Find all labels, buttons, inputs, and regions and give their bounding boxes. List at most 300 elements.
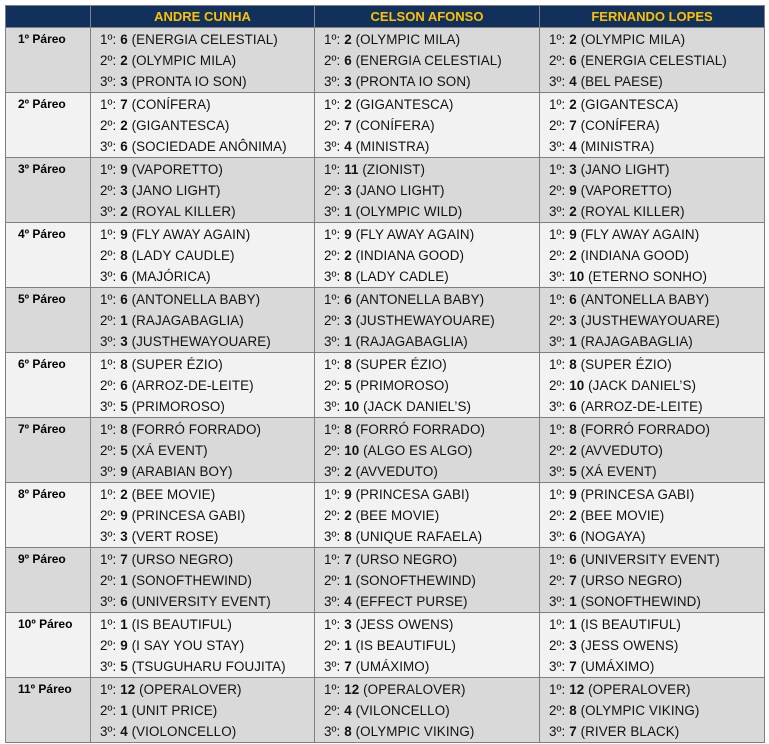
race-label: 1º Páreo bbox=[6, 28, 91, 93]
horse-name: (OLYMPIC VIKING) bbox=[580, 703, 700, 718]
horse-name: (UNIVERSITY EVENT) bbox=[131, 594, 271, 609]
pick-line bbox=[549, 526, 764, 547]
horse-name: (NOGAYA) bbox=[580, 529, 646, 544]
race-row bbox=[6, 28, 765, 93]
pick-position: 3º: bbox=[324, 594, 341, 609]
pick-position: 1º: bbox=[324, 422, 341, 437]
horse-name: (URSO NEGRO) bbox=[355, 552, 458, 567]
pick-line bbox=[549, 159, 764, 180]
horse-number: 6 bbox=[569, 399, 577, 414]
horse-number: 4 bbox=[569, 139, 577, 154]
pick-line bbox=[100, 570, 314, 591]
horse-number: 12 bbox=[569, 682, 585, 697]
horse-number: 4 bbox=[120, 724, 128, 739]
pick-line bbox=[100, 224, 314, 245]
pick-position: 1º: bbox=[324, 162, 341, 177]
horse-number: 7 bbox=[120, 97, 128, 112]
horse-number: 2 bbox=[344, 508, 352, 523]
pick-line bbox=[100, 526, 314, 547]
pick-cell-fernando-lopes bbox=[540, 678, 765, 743]
header-row bbox=[6, 6, 765, 28]
pick-cell-celson-afonso bbox=[315, 93, 540, 158]
horse-name: (VAPORETTO) bbox=[580, 183, 672, 198]
pick-line bbox=[100, 419, 314, 440]
horse-number: 10 bbox=[344, 399, 360, 414]
pick-line bbox=[549, 245, 764, 266]
horse-number: 2 bbox=[569, 97, 577, 112]
pick-position: 3º: bbox=[100, 724, 117, 739]
pick-line bbox=[324, 50, 539, 71]
pick-cell-fernando-lopes bbox=[540, 288, 765, 353]
horse-number: 1 bbox=[569, 617, 577, 632]
horse-name: (ETERNO SONHO) bbox=[588, 269, 708, 284]
pick-position: 1º: bbox=[100, 617, 117, 632]
race-row bbox=[6, 678, 765, 743]
pick-cell-andre-cunha bbox=[91, 613, 315, 678]
horse-name: (PRIMOROSO) bbox=[131, 399, 225, 414]
horse-number: 2 bbox=[120, 53, 128, 68]
pick-line bbox=[324, 94, 539, 115]
race-label: 11º Páreo bbox=[6, 678, 91, 743]
horse-name: (TSUGUHARU FOUJITA) bbox=[131, 659, 286, 674]
pick-position: 1º: bbox=[549, 422, 566, 437]
horse-name: (FLY AWAY AGAIN) bbox=[355, 227, 475, 242]
pick-position: 1º: bbox=[324, 292, 341, 307]
horse-number: 1 bbox=[120, 573, 128, 588]
horse-name: (VAPORETTO) bbox=[131, 162, 223, 177]
pick-line bbox=[324, 679, 539, 700]
horse-number: 9 bbox=[120, 162, 128, 177]
horse-name: (CONÍFERA) bbox=[580, 118, 660, 133]
pick-line bbox=[324, 396, 539, 417]
pick-position: 2º: bbox=[324, 573, 341, 588]
horse-number: 8 bbox=[120, 248, 128, 263]
pick-position: 2º: bbox=[100, 183, 117, 198]
pick-line bbox=[549, 289, 764, 310]
pick-line bbox=[549, 614, 764, 635]
pick-cell-fernando-lopes bbox=[540, 613, 765, 678]
pick-cell-andre-cunha bbox=[91, 158, 315, 223]
pick-position: 3º: bbox=[100, 399, 117, 414]
horse-name: (ARABIAN BOY) bbox=[131, 464, 233, 479]
horse-name: (PRINCESA GABI) bbox=[355, 487, 470, 502]
horse-number: 5 bbox=[120, 443, 128, 458]
pick-position: 1º: bbox=[549, 97, 566, 112]
horse-number: 12 bbox=[344, 682, 360, 697]
horse-name: (ROYAL KILLER) bbox=[131, 204, 236, 219]
pick-cell-fernando-lopes bbox=[540, 418, 765, 483]
pick-position: 3º: bbox=[549, 594, 566, 609]
horse-number: 10 bbox=[569, 378, 585, 393]
horse-name: (GIGANTESCA) bbox=[131, 118, 230, 133]
horse-number: 3 bbox=[344, 183, 352, 198]
pick-position: 1º: bbox=[100, 487, 117, 502]
pick-line bbox=[100, 505, 314, 526]
pick-position: 3º: bbox=[324, 399, 341, 414]
pick-line bbox=[324, 375, 539, 396]
horse-name: (JUSTHEWAYOUARE) bbox=[355, 313, 495, 328]
pick-line bbox=[100, 375, 314, 396]
pick-position: 2º: bbox=[100, 53, 117, 68]
pick-position: 3º: bbox=[100, 334, 117, 349]
horse-name: (MINISTRA) bbox=[580, 139, 655, 154]
horse-name: (OLYMPIC VIKING) bbox=[355, 724, 475, 739]
horse-number: 8 bbox=[344, 529, 352, 544]
pick-position: 3º: bbox=[100, 74, 117, 89]
pick-position: 3º: bbox=[549, 204, 566, 219]
pick-line bbox=[100, 94, 314, 115]
horse-name: (IS BEAUTIFUL) bbox=[355, 638, 456, 653]
pick-line bbox=[324, 549, 539, 570]
horse-name: (CONÍFERA) bbox=[131, 97, 211, 112]
race-row bbox=[6, 223, 765, 288]
horse-number: 8 bbox=[344, 269, 352, 284]
pick-line bbox=[324, 245, 539, 266]
horse-number: 3 bbox=[120, 529, 128, 544]
horse-name: (SUPER ÉZIO) bbox=[580, 357, 672, 372]
horse-number: 9 bbox=[120, 464, 128, 479]
pick-line bbox=[100, 245, 314, 266]
pick-cell-celson-afonso bbox=[315, 288, 540, 353]
pick-line bbox=[549, 50, 764, 71]
horse-number: 5 bbox=[120, 659, 128, 674]
horse-number: 7 bbox=[569, 659, 577, 674]
horse-number: 1 bbox=[344, 334, 352, 349]
horse-name: (URSO NEGRO) bbox=[580, 573, 683, 588]
pick-position: 1º: bbox=[549, 227, 566, 242]
pick-position: 2º: bbox=[549, 508, 566, 523]
pick-position: 3º: bbox=[549, 399, 566, 414]
horse-name: (RAJAGABAGLIA) bbox=[131, 313, 244, 328]
horse-name: (VIOLONCELLO) bbox=[131, 724, 237, 739]
horse-number: 10 bbox=[569, 269, 585, 284]
horse-number: 6 bbox=[120, 594, 128, 609]
pick-cell-andre-cunha bbox=[91, 548, 315, 613]
horse-name: (IS BEAUTIFUL) bbox=[131, 617, 232, 632]
pick-position: 2º: bbox=[324, 378, 341, 393]
pick-position: 1º: bbox=[324, 552, 341, 567]
horse-number: 7 bbox=[569, 573, 577, 588]
pick-cell-andre-cunha bbox=[91, 93, 315, 158]
pick-cell-celson-afonso bbox=[315, 678, 540, 743]
pick-position: 1º: bbox=[100, 357, 117, 372]
race-row bbox=[6, 158, 765, 223]
horse-name: (CONÍFERA) bbox=[355, 118, 435, 133]
horse-number: 6 bbox=[569, 552, 577, 567]
pick-line bbox=[100, 354, 314, 375]
pick-position: 2º: bbox=[549, 638, 566, 653]
pick-cell-celson-afonso bbox=[315, 548, 540, 613]
horse-name: (PRONTA IO SON) bbox=[131, 74, 247, 89]
pick-position: 3º: bbox=[549, 529, 566, 544]
pick-line bbox=[100, 396, 314, 417]
horse-name: (XÁ EVENT) bbox=[580, 464, 657, 479]
pick-position: 1º: bbox=[100, 422, 117, 437]
horse-number: 3 bbox=[344, 74, 352, 89]
pick-line bbox=[100, 50, 314, 71]
pick-position: 3º: bbox=[549, 74, 566, 89]
horse-number: 3 bbox=[569, 313, 577, 328]
pick-position: 2º: bbox=[549, 703, 566, 718]
horse-number: 9 bbox=[569, 227, 577, 242]
horse-name: (INDIANA GOOD) bbox=[580, 248, 690, 263]
horse-name: (OLYMPIC MILA) bbox=[580, 32, 686, 47]
pick-line bbox=[324, 570, 539, 591]
horse-name: (OPERALOVER) bbox=[139, 682, 242, 697]
horse-number: 1 bbox=[344, 638, 352, 653]
horse-number: 6 bbox=[120, 139, 128, 154]
pick-position: 1º: bbox=[324, 357, 341, 372]
horse-number: 6 bbox=[344, 53, 352, 68]
pick-line bbox=[549, 419, 764, 440]
pick-position: 3º: bbox=[324, 529, 341, 544]
pick-line bbox=[549, 679, 764, 700]
horse-name: (MINISTRA) bbox=[355, 139, 430, 154]
pick-cell-fernando-lopes bbox=[540, 223, 765, 288]
pick-line bbox=[324, 266, 539, 287]
horse-name: (I SAY YOU STAY) bbox=[131, 638, 245, 653]
pick-cell-celson-afonso bbox=[315, 418, 540, 483]
pick-position: 1º: bbox=[549, 32, 566, 47]
pick-position: 1º: bbox=[100, 227, 117, 242]
horse-name: (JUSTHEWAYOUARE) bbox=[580, 313, 720, 328]
pick-line bbox=[549, 310, 764, 331]
pick-cell-celson-afonso bbox=[315, 483, 540, 548]
pick-line bbox=[549, 721, 764, 742]
horse-number: 1 bbox=[569, 594, 577, 609]
horse-name: (SOCIEDADE ANÔNIMA) bbox=[131, 139, 287, 154]
horse-name: (PRINCESA GABI) bbox=[580, 487, 695, 502]
pick-position: 3º: bbox=[549, 659, 566, 674]
pick-position: 2º: bbox=[324, 443, 341, 458]
pick-line bbox=[100, 266, 314, 287]
horse-name: (UMÁXIMO) bbox=[580, 659, 655, 674]
horse-number: 9 bbox=[344, 487, 352, 502]
pick-line bbox=[100, 656, 314, 677]
horse-number: 7 bbox=[569, 118, 577, 133]
pick-cell-celson-afonso bbox=[315, 223, 540, 288]
pick-line bbox=[324, 656, 539, 677]
pick-position: 2º: bbox=[549, 53, 566, 68]
pick-position: 3º: bbox=[100, 204, 117, 219]
pick-line bbox=[324, 289, 539, 310]
horse-number: 6 bbox=[120, 292, 128, 307]
pick-cell-andre-cunha bbox=[91, 223, 315, 288]
pick-position: 2º: bbox=[324, 508, 341, 523]
pick-line bbox=[324, 635, 539, 656]
horse-number: 1 bbox=[344, 573, 352, 588]
horse-name: (OPERALOVER) bbox=[588, 682, 691, 697]
horse-number: 7 bbox=[344, 659, 352, 674]
tips-table bbox=[5, 5, 765, 743]
horse-name: (SONOFTHEWIND) bbox=[131, 573, 252, 588]
pick-position: 1º: bbox=[549, 617, 566, 632]
pick-position: 1º: bbox=[324, 97, 341, 112]
pick-line bbox=[100, 29, 314, 50]
pick-position: 1º: bbox=[100, 32, 117, 47]
pick-position: 1º: bbox=[324, 682, 341, 697]
pick-position: 1º: bbox=[100, 97, 117, 112]
pick-position: 2º: bbox=[549, 248, 566, 263]
horse-name: (JESS OWENS) bbox=[355, 617, 454, 632]
horse-name: (ARROZ-DE-LEITE) bbox=[131, 378, 254, 393]
race-row bbox=[6, 353, 765, 418]
horse-name: (RAJAGABAGLIA) bbox=[355, 334, 468, 349]
pick-position: 2º: bbox=[324, 638, 341, 653]
pick-position: 3º: bbox=[324, 659, 341, 674]
horse-number: 9 bbox=[120, 508, 128, 523]
horse-name: (PRONTA IO SON) bbox=[355, 74, 471, 89]
race-label: 4º Páreo bbox=[6, 223, 91, 288]
pick-line bbox=[324, 136, 539, 157]
race-label: 2º Páreo bbox=[6, 93, 91, 158]
pick-line bbox=[324, 419, 539, 440]
horse-name: (UMÁXIMO) bbox=[355, 659, 430, 674]
pick-position: 3º: bbox=[549, 724, 566, 739]
pick-line bbox=[100, 591, 314, 612]
pick-line bbox=[549, 331, 764, 352]
horse-number: 2 bbox=[120, 118, 128, 133]
pick-cell-andre-cunha bbox=[91, 28, 315, 93]
pick-line bbox=[324, 354, 539, 375]
pick-cell-fernando-lopes bbox=[540, 548, 765, 613]
horse-number: 9 bbox=[569, 487, 577, 502]
pick-position: 3º: bbox=[100, 529, 117, 544]
horse-number: 7 bbox=[344, 552, 352, 567]
horse-number: 8 bbox=[120, 357, 128, 372]
pick-position: 2º: bbox=[100, 638, 117, 653]
horse-number: 5 bbox=[344, 378, 352, 393]
pick-line bbox=[324, 505, 539, 526]
pick-position: 3º: bbox=[324, 204, 341, 219]
horse-number: 3 bbox=[344, 313, 352, 328]
horse-name: (IS BEAUTIFUL) bbox=[580, 617, 681, 632]
pick-line bbox=[549, 180, 764, 201]
pick-position: 1º: bbox=[100, 162, 117, 177]
horse-name: (FORRÓ FORRADO) bbox=[580, 422, 711, 437]
horse-number: 8 bbox=[569, 422, 577, 437]
pick-position: 1º: bbox=[549, 682, 566, 697]
race-row bbox=[6, 288, 765, 353]
horse-name: (EFFECT PURSE) bbox=[355, 594, 468, 609]
pick-line bbox=[549, 505, 764, 526]
horse-name: (BEE MOVIE) bbox=[131, 487, 216, 502]
pick-position: 2º: bbox=[549, 378, 566, 393]
pick-position: 3º: bbox=[324, 74, 341, 89]
pick-position: 2º: bbox=[100, 443, 117, 458]
pick-line bbox=[549, 549, 764, 570]
pick-position: 2º: bbox=[324, 313, 341, 328]
pick-position: 1º: bbox=[549, 162, 566, 177]
pick-line bbox=[100, 614, 314, 635]
pick-position: 2º: bbox=[549, 313, 566, 328]
horse-number: 1 bbox=[120, 313, 128, 328]
horse-name: (JESS OWENS) bbox=[580, 638, 679, 653]
pick-position: 2º: bbox=[324, 53, 341, 68]
pick-line bbox=[549, 94, 764, 115]
horse-name: (ROYAL KILLER) bbox=[580, 204, 685, 219]
horse-number: 6 bbox=[569, 292, 577, 307]
pick-position: 3º: bbox=[324, 724, 341, 739]
pick-position: 1º: bbox=[549, 487, 566, 502]
pick-line bbox=[549, 71, 764, 92]
horse-name: (AVVEDUTO) bbox=[355, 464, 438, 479]
pick-line bbox=[324, 310, 539, 331]
horse-number: 4 bbox=[344, 594, 352, 609]
pick-position: 3º: bbox=[549, 269, 566, 284]
pick-position: 2º: bbox=[324, 183, 341, 198]
pick-line bbox=[549, 354, 764, 375]
pick-line bbox=[324, 201, 539, 222]
horse-name: (ANTONELLA BABY) bbox=[355, 292, 485, 307]
horse-name: (SONOFTHEWIND) bbox=[580, 594, 701, 609]
pick-position: 3º: bbox=[100, 594, 117, 609]
horse-name: (RIVER BLACK) bbox=[580, 724, 680, 739]
pick-position: 2º: bbox=[324, 248, 341, 263]
horse-name: (JUSTHEWAYOUARE) bbox=[131, 334, 271, 349]
horse-number: 4 bbox=[344, 703, 352, 718]
horse-number: 5 bbox=[120, 399, 128, 414]
pick-cell-andre-cunha bbox=[91, 678, 315, 743]
horse-number: 2 bbox=[569, 508, 577, 523]
pick-position: 3º: bbox=[324, 269, 341, 284]
pick-position: 3º: bbox=[100, 139, 117, 154]
pick-position: 1º: bbox=[100, 682, 117, 697]
horse-name: (ENERGIA CELESTIAL) bbox=[355, 53, 502, 68]
horse-number: 3 bbox=[569, 638, 577, 653]
horse-name: (ANTONELLA BABY) bbox=[131, 292, 261, 307]
horse-name: (BEE MOVIE) bbox=[580, 508, 665, 523]
horse-name: (URSO NEGRO) bbox=[131, 552, 234, 567]
pick-line bbox=[549, 484, 764, 505]
race-label: 3º Páreo bbox=[6, 158, 91, 223]
pick-position: 1º: bbox=[549, 552, 566, 567]
horse-name: (JACK DANIEL’S) bbox=[363, 399, 472, 414]
pick-position: 2º: bbox=[100, 248, 117, 263]
pick-line bbox=[100, 635, 314, 656]
pick-line bbox=[324, 180, 539, 201]
horse-number: 3 bbox=[120, 334, 128, 349]
horse-name: (MAJÓRICA) bbox=[131, 269, 211, 284]
horse-name: (OLYMPIC MILA) bbox=[131, 53, 237, 68]
horse-name: (FORRÓ FORRADO) bbox=[131, 422, 262, 437]
horse-number: 3 bbox=[569, 162, 577, 177]
horse-number: 1 bbox=[569, 334, 577, 349]
horse-name: (JANO LIGHT) bbox=[355, 183, 445, 198]
pick-line bbox=[100, 721, 314, 742]
horse-name: (BEL PAESE) bbox=[580, 74, 663, 89]
horse-name: (ZIONIST) bbox=[362, 162, 426, 177]
pick-line bbox=[100, 310, 314, 331]
pick-position: 2º: bbox=[549, 183, 566, 198]
pick-position: 3º: bbox=[324, 334, 341, 349]
pick-line bbox=[549, 570, 764, 591]
horse-number: 8 bbox=[344, 724, 352, 739]
horse-number: 1 bbox=[344, 204, 352, 219]
pick-position: 3º: bbox=[549, 464, 566, 479]
pick-line bbox=[549, 440, 764, 461]
pick-line bbox=[324, 71, 539, 92]
pick-line bbox=[100, 549, 314, 570]
pick-line bbox=[324, 159, 539, 180]
pick-position: 2º: bbox=[100, 573, 117, 588]
pick-cell-celson-afonso bbox=[315, 158, 540, 223]
pick-line bbox=[100, 331, 314, 352]
horse-number: 9 bbox=[120, 227, 128, 242]
horse-name: (ALGO ES ALGO) bbox=[363, 443, 473, 458]
horse-name: (FORRÓ FORRADO) bbox=[355, 422, 486, 437]
horse-number: 8 bbox=[344, 357, 352, 372]
